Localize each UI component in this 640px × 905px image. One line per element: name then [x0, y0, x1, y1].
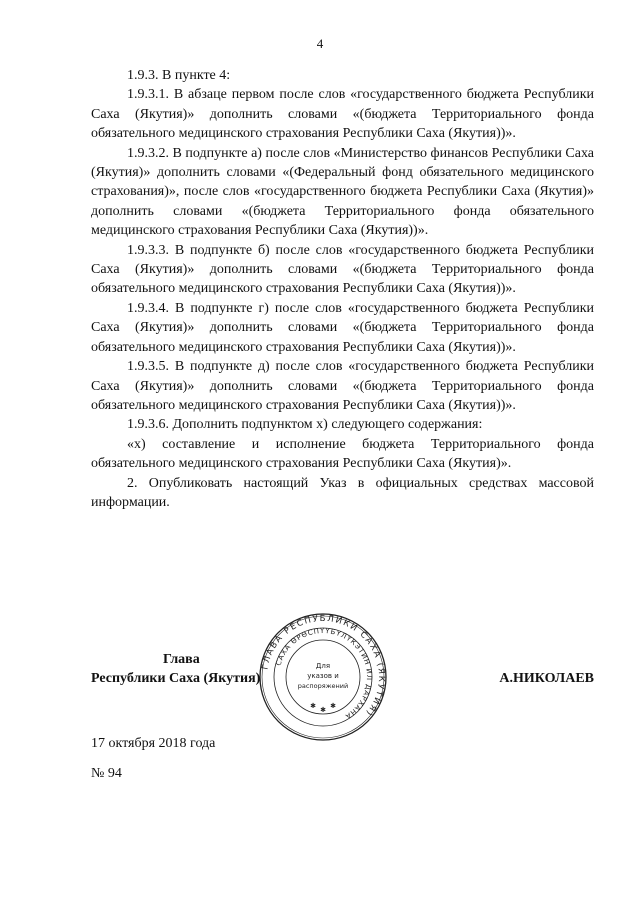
paragraph-1-9-3-6: 1.9.3.6. Дополнить подпунктом х) следующего содержания: [127, 417, 483, 433]
paragraph-1-9-3-5: 1.9.3.5. В подпункте д) после слов «государственного бюджета Республики Саха (Якутия)» дополнить словами «(бюджета Территориального фонда обязательного медицинского страхования Республики Саха (Якутия))». [91, 359, 594, 413]
document-date: 17 октября 2018 года [91, 736, 216, 751]
signature-title-line1: Глава [163, 652, 200, 667]
paragraph-2: 2. Опубликовать настоящий Указ в официальных средствах массовой информации. [91, 475, 594, 510]
seal-center-line2: указов и [307, 672, 339, 680]
signatory-name: А.НИКОЛАЕВ [499, 671, 594, 686]
document-body [91, 66, 594, 512]
seal-center-line1: Для [315, 662, 331, 670]
official-seal-icon [258, 612, 388, 742]
seal-star-icon: ✱ [320, 706, 326, 714]
paragraph-1-9-3-3: 1.9.3.3. В подпункте б) после слов «государственного бюджета Республики Саха (Якутия)» дополнить словами «(бюджета Территориального фонда обязательного медицинского страхования Республики Саха (Якутия))». [91, 242, 594, 297]
paragraph-1-9-3: 1.9.3. В пункте 4: [127, 68, 231, 83]
paragraph-1-9-3-4: 1.9.3.4. В подпункте г) после слов «государственного бюджета Республики Саха (Якутия)» дополнить словами «(бюджета Территориального фонда обязательного медицинского страхования Республики Саха (Якутия))». [91, 300, 594, 355]
seal-outer-text: ГЛАВА РЕСПУБЛИКИ САХА (ЯКУТИЯ) [260, 613, 387, 719]
page-number: 4 [316, 36, 324, 51]
seal-star-icon: ✱ [310, 702, 316, 710]
seal-star-icon: ✱ [330, 702, 336, 710]
paragraph-1-9-3-1: 1.9.3.1. В абзаце первом после слов «государственного бюджета Республики Саха (Якутия)» дополнить словами «(бюджета Территориального фонда обязательного медицинского страхования Республики Саха (Якутия))». [91, 87, 594, 142]
seal-inner-text: САХА ӨРӨСПҮҮБҮЛҮКЭТИН ИЛ ДАРХАНА [274, 626, 374, 721]
paragraph-subitem-x: «х) составление и исполнение бюджета Территориального фонда обязательного медицинского страхования Республики Саха (Якутия)». [91, 436, 594, 472]
paragraph-1-9-3-2: 1.9.3.2. В подпункте а) после слов «Министерство финансов Республики Саха (Якутия)» дополнить словами «(Федеральный фонд обязательного медицинского страхования)», после слов «государственного бюджета Республики Саха (Якутия)» дополнить словами «(бюджета Территориального фонда обязательного медицинского страхования Республики Саха (Якутия))». [91, 145, 594, 239]
document-number: № 94 [91, 766, 122, 781]
seal-center-line3: распоряжений [297, 682, 349, 690]
signature-title-line2: Республики Саха (Якутия) [91, 671, 261, 686]
